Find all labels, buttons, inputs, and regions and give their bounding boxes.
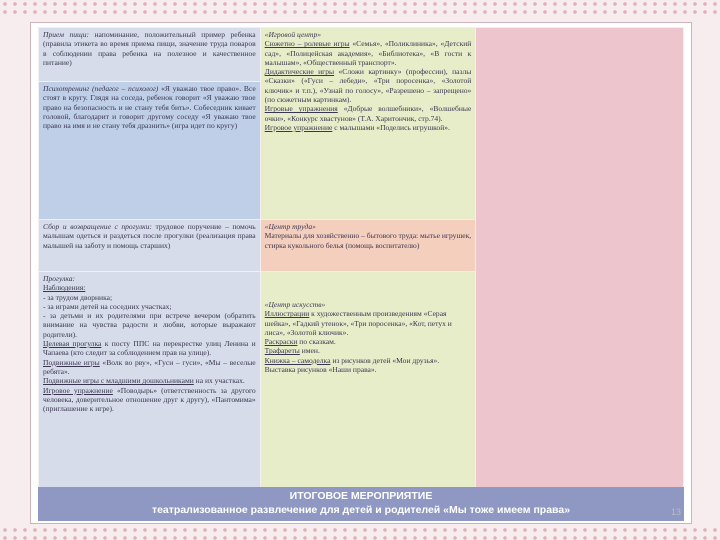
page-number: 13 [670, 507, 681, 517]
work-center-title: «Центр труда» [264, 222, 316, 231]
walk-exercise-label: Игровое упражнение [43, 385, 113, 395]
mobile-games2-label: Подвижные игры с младшими дошкольниками [43, 376, 194, 386]
final-event-title: ИТОГОВОЕ МЕРОПРИЯТИЕ [289, 490, 433, 502]
observe-item: - за трудом дворника; [43, 292, 113, 302]
cell-psycho [39, 82, 261, 220]
walk-prep-text: трудовое поручение – помочь малышам одеться и раздеться после прогулки (реализация права малышей на заботу и помощь старших) [43, 222, 256, 250]
top-dot-border [0, 0, 720, 14]
cell-meal [39, 28, 261, 82]
target-walk-text: к посту ППС на перекрестке улиц Ленина и Чапаева (кто следит за соблюдением прав на улице). [43, 339, 256, 358]
illustrations-text: к художественным произведениям «Серая шейка», «Гадкий утенок», «Три поросенка», «Кот, петух и лиса», «Золотой ключик». [264, 309, 452, 337]
drawings-exhibition: Выставка рисунков «Наши права». [264, 365, 377, 375]
role-games-label: Сюжетно – ролевые игры [264, 39, 350, 49]
role-games-text: «Семья», «Поликлиника», «Детский сад», «Полицейская академия», «Библиотека», «В гости к малышам», «Общественный транспорт». [264, 39, 472, 67]
walk-prep-title: Сбор и возвращение с прогулки: [43, 222, 152, 231]
plan-table [38, 27, 684, 488]
mobile-games2-text: на их участках. [193, 376, 245, 386]
stencils-label: Трафареты [264, 346, 300, 356]
art-center-title: «Центр искусств» [264, 300, 326, 309]
game-exercise2-label: Игровое упражнение [264, 122, 333, 132]
game-center-title: «Игровой центр» [264, 30, 322, 39]
meal-text: напоминание, положительный пример ребенка (правила этикета во время приема пищи, значение труда поваров в соблюдении права ребенка на полезное и качественное питание) [43, 30, 256, 67]
handmade-book-label: Книжка – самоделка [264, 355, 331, 365]
mobile-games-text: «Волк во рву», «Гуси – гуси», «Мы – веселые ребята». [43, 357, 256, 376]
target-walk-label: Целевая прогулка [43, 339, 102, 349]
handmade-book-text: из рисунков детей «Мои друзья». [330, 355, 440, 365]
slide [30, 22, 692, 524]
psycho-text: «Я уважаю твое право». Все стоят в кругу. Глядя на соседа, ребенок говорит «Я уважаю твое право на безопасность и не стану тебя бить». Собеседник кивает головой, благодарит и говорит другому соседу «Я уважаю твое право на имя и не стану тебя дразнить» (игра идет по кругу) [43, 84, 256, 131]
cell-art-center [260, 272, 476, 488]
bottom-dot-border [0, 526, 720, 540]
walk-title: Прогулка: [43, 274, 76, 283]
cell-work-center [260, 220, 476, 272]
didactic-games-label: Дидактические игры [264, 67, 335, 77]
observe-item: - за играми детей на соседних участках; [43, 301, 172, 311]
work-center-text: Материалы для хозяйственно – бытового труда: мытье игрушек, стирка кукольного белья (помощь воспитателю) [264, 231, 472, 250]
observe-label: Наблюдения: [43, 283, 86, 293]
psycho-title: Психотренинг (педагог – психолог) [43, 84, 159, 93]
stencils-text: имен. [299, 346, 320, 356]
didactic-games-text: «Сложи картинку» (профессии), пазлы «Сказки» («Гуси – лебеди», «Три поросенка», «Золотой ключик» и т.п.), «Узнай по голосу», «Разрешено – запрещено» (по сюжетным картинкам). [264, 67, 472, 105]
cell-empty-right [476, 28, 684, 488]
final-event-subtitle: театрализованное развлечение для детей и родителей «Мы тоже имеем права» [151, 504, 571, 516]
cell-walk [39, 272, 261, 488]
coloring-text: по сказкам. [297, 337, 336, 347]
mobile-games-label: Подвижные игры [43, 357, 100, 367]
observe-item: - за детьми и их родителями при встрече вечером (обратить внимание на чувства радости и любви, которые выражают родители). [43, 311, 256, 339]
meal-title: Прием пищи: [43, 30, 89, 39]
game-exercises-label: Игровые упражнения [264, 104, 338, 114]
illustrations-label: Иллюстрации [264, 309, 310, 319]
coloring-label: Раскраски [264, 337, 298, 347]
walk-exercise-text: «Поводырь» (ответственность за другого человека, доверительное отношение друг к другу), «Пантомима» (приглашение к игре). [43, 385, 256, 414]
game-exercises-text: «Добрые волшебники», «Волшебные очки», «Конкурс хвастунов» (Т.А. Харитончик, стр.74). [264, 104, 472, 123]
final-event-banner [38, 487, 684, 521]
cell-walk-prep [39, 220, 261, 272]
game-exercise2-text: с малышами «Поделись игрушкой». [332, 122, 450, 132]
cell-game-center [260, 28, 476, 220]
